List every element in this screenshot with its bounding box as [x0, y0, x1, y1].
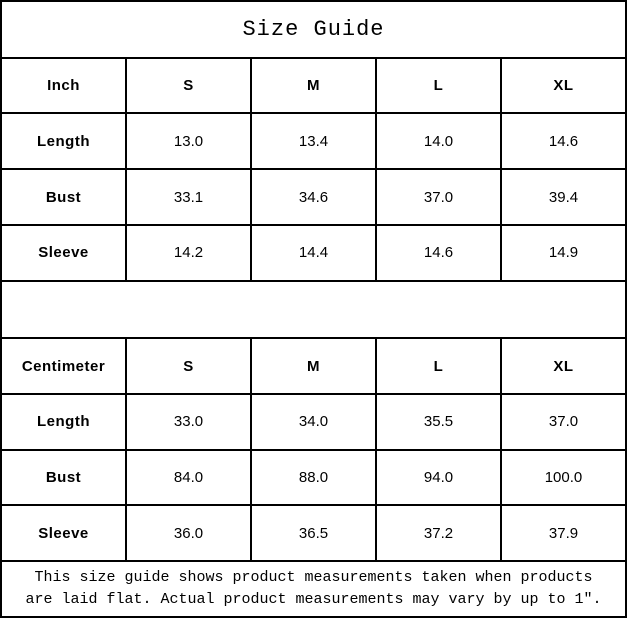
size-header-l: L	[376, 58, 501, 114]
value-cell: 14.6	[501, 113, 626, 169]
value-cell: 94.0	[376, 450, 501, 506]
value-cell: 33.0	[126, 394, 251, 450]
value-cell: 88.0	[251, 450, 376, 506]
row-label-length: Length	[1, 113, 126, 169]
unit-header-centimeter: Centimeter	[1, 338, 126, 394]
value-cell: 14.6	[376, 225, 501, 281]
table-row	[1, 450, 626, 506]
size-header-xl: XL	[501, 338, 626, 394]
size-header-m: M	[251, 338, 376, 394]
spacer-cell	[1, 281, 626, 339]
table-row	[1, 225, 626, 281]
value-cell: 35.5	[376, 394, 501, 450]
value-cell: 33.1	[126, 169, 251, 225]
row-label-sleeve: Sleeve	[1, 225, 126, 281]
size-header-xl: XL	[501, 58, 626, 114]
value-cell: 37.0	[376, 169, 501, 225]
size-header-s: S	[126, 58, 251, 114]
value-cell: 37.9	[501, 505, 626, 561]
value-cell: 39.4	[501, 169, 626, 225]
centimeter-header-row	[1, 338, 626, 394]
row-label-bust: Bust	[1, 169, 126, 225]
value-cell: 37.0	[501, 394, 626, 450]
size-header-l: L	[376, 338, 501, 394]
table-row	[1, 505, 626, 561]
value-cell: 36.0	[126, 505, 251, 561]
footnote	[1, 561, 626, 617]
value-cell: 13.4	[251, 113, 376, 169]
size-header-s: S	[126, 338, 251, 394]
page-title: Size Guide	[1, 1, 626, 58]
value-cell: 36.5	[251, 505, 376, 561]
row-label-length: Length	[1, 394, 126, 450]
value-cell: 100.0	[501, 450, 626, 506]
spacer-row	[1, 281, 626, 339]
value-cell: 34.6	[251, 169, 376, 225]
unit-header-inch: Inch	[1, 58, 126, 114]
footnote-line-2: are laid flat. Actual product measurements may vary by up to 1″.	[25, 591, 602, 609]
table-row	[1, 394, 626, 450]
value-cell: 34.0	[251, 394, 376, 450]
value-cell: 14.9	[501, 225, 626, 281]
footnote-row	[1, 561, 626, 617]
title-row	[1, 1, 626, 58]
value-cell: 14.2	[126, 225, 251, 281]
value-cell: 14.4	[251, 225, 376, 281]
table-row	[1, 113, 626, 169]
value-cell: 37.2	[376, 505, 501, 561]
value-cell: 13.0	[126, 113, 251, 169]
row-label-bust: Bust	[1, 450, 126, 506]
size-header-m: M	[251, 58, 376, 114]
footnote-line-1: This size guide shows product measurements taken when products	[34, 569, 593, 587]
row-label-sleeve: Sleeve	[1, 505, 126, 561]
table-row	[1, 169, 626, 225]
inch-header-row	[1, 58, 626, 114]
value-cell: 14.0	[376, 113, 501, 169]
value-cell: 84.0	[126, 450, 251, 506]
